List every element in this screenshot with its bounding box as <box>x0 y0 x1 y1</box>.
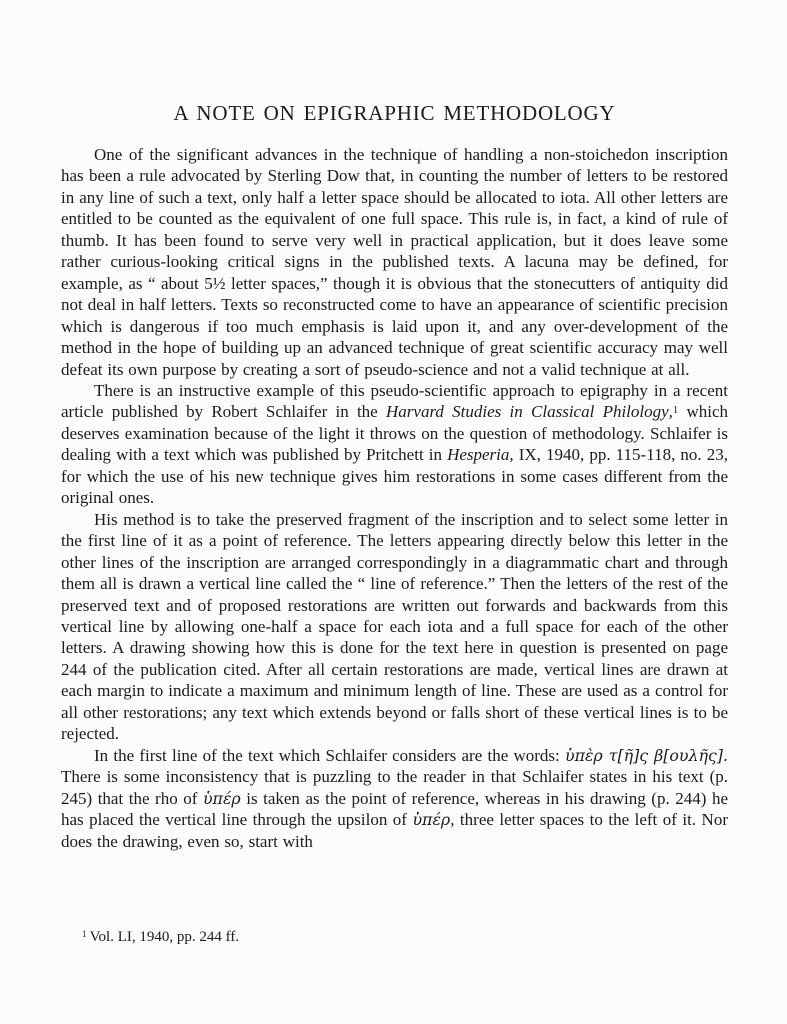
text-segment: , IX, 1940, pp. 115-118, no. 23, for which the use of his new technique gives him restorations in some cases different from the original ones. <box>61 445 729 508</box>
text-segment: There is an instructive example of this pseudo-scientific approach to epigraphy in a recent article published by Robert Schlaifer in the <box>61 380 728 422</box>
paragraph-4 <box>61 745 728 852</box>
paragraph-2: There is an instructive example of this pseudo-scientific approach to epigraphy in a recent article published by Robert Schlaifer in the Harvard Studies in Classical Philology,1 which deserves examination because of the light it throws on the question of methodology. Schlaifer is dealing with a text which was published by Pritchett in Hesperia, IX, 1940, pp. 115-118, no. 23, for which the use of his new technique gives him restorations in some cases different from the original ones. <box>61 380 729 508</box>
text-segment: , <box>668 402 673 422</box>
article-title: A NOTE ON EPIGRAPHIC METHODOLOGY <box>173 101 616 125</box>
greek-phrase: ὑπὲρ τ[ῆ]ς β[ουλῆς]. <box>564 745 728 765</box>
journal-title-italic: Hesperia <box>447 445 510 465</box>
greek-word: ὑπέρ <box>202 788 241 808</box>
footnote-text: Vol. LI, 1940, pp. 244 ff. <box>89 929 240 945</box>
paragraph-3 <box>61 509 728 745</box>
text-segment: His method is to take the preserved fragment of the inscription and to select some letter in the first line of it as a point of reference. The letters appearing directly below this letter in the other lines of the inscription are arranged correspondingly in a diagrammatic chart and through them all is drawn a vertical line called the “ line of reference.” Then the letters of the rest of the preserved text and of proposed restorations are written out forwards and backwards from this vertical line by allowing one-half a space for each iota and a full space for each of the other letters. A drawing showing how this is done for the text here in question is presented on page 244 of the publication cited. After all certain restorations are made, vertical lines are drawn at each margin to indicate a maximum and minimum length of line. These are used as a control for all other restorations; any text which extends beyond or falls short of these vertical lines is to be rejected. <box>61 509 728 744</box>
article-body <box>61 144 728 852</box>
footnote: 1 Vol. LI, 1940, pp. 244 ff. <box>82 929 240 945</box>
text-segment: , three letter spaces to the left of it. Nor does the drawing, even so, start with <box>61 810 728 851</box>
text-segment: One of the significant advances in the technique of handling a non-stoichedon inscription has been a rule advocated by Sterling Dow that, in counting the number of letters to be restored in any line of such a text, only half a letter space should be allocated to iota. All other letters are entitled to be counted as the equivalent of one full space. This rule is, in fact, a kind of rule of thumb. It has been found to serve very well in practical application, but it does leave some rather curious-looking critical signs in the published texts. A lacuna may be defined, for example, as “ about 5½ letter spaces,” though it is obvious that the stonecutters of antiquity did not deal in half letters. Texts so reconstructed come to have an appearance of scientific precision which is dangerous if too much emphasis is laid upon it, and any over-development of the method in the hope of building up an advanced technique of great scientific accuracy may well defeat its own purpose by creating a sort of pseudo-science and not a valid technique at all. <box>61 145 728 379</box>
text-segment: is taken as the point of reference, whereas in his drawing (p. 244) he has placed the vertical line through the upsilon of <box>61 788 728 830</box>
journal-title-italic: Harvard Studies in Classical Philology <box>386 402 669 422</box>
greek-word: ὑπέρ <box>412 810 451 830</box>
paragraph-1 <box>61 144 728 380</box>
text-segment: In the first line of the text which Schlaifer considers are the words: <box>94 745 565 765</box>
text-segment: which deserves examination because of the light it throws on the question of methodology. Schlaifer is dealing with a text which was published by Pritchett in <box>61 402 728 465</box>
text-segment: There is some inconsistency that is puzzling to the reader in that Schlaifer states in his text (p. 245) that the rho of <box>61 767 728 808</box>
